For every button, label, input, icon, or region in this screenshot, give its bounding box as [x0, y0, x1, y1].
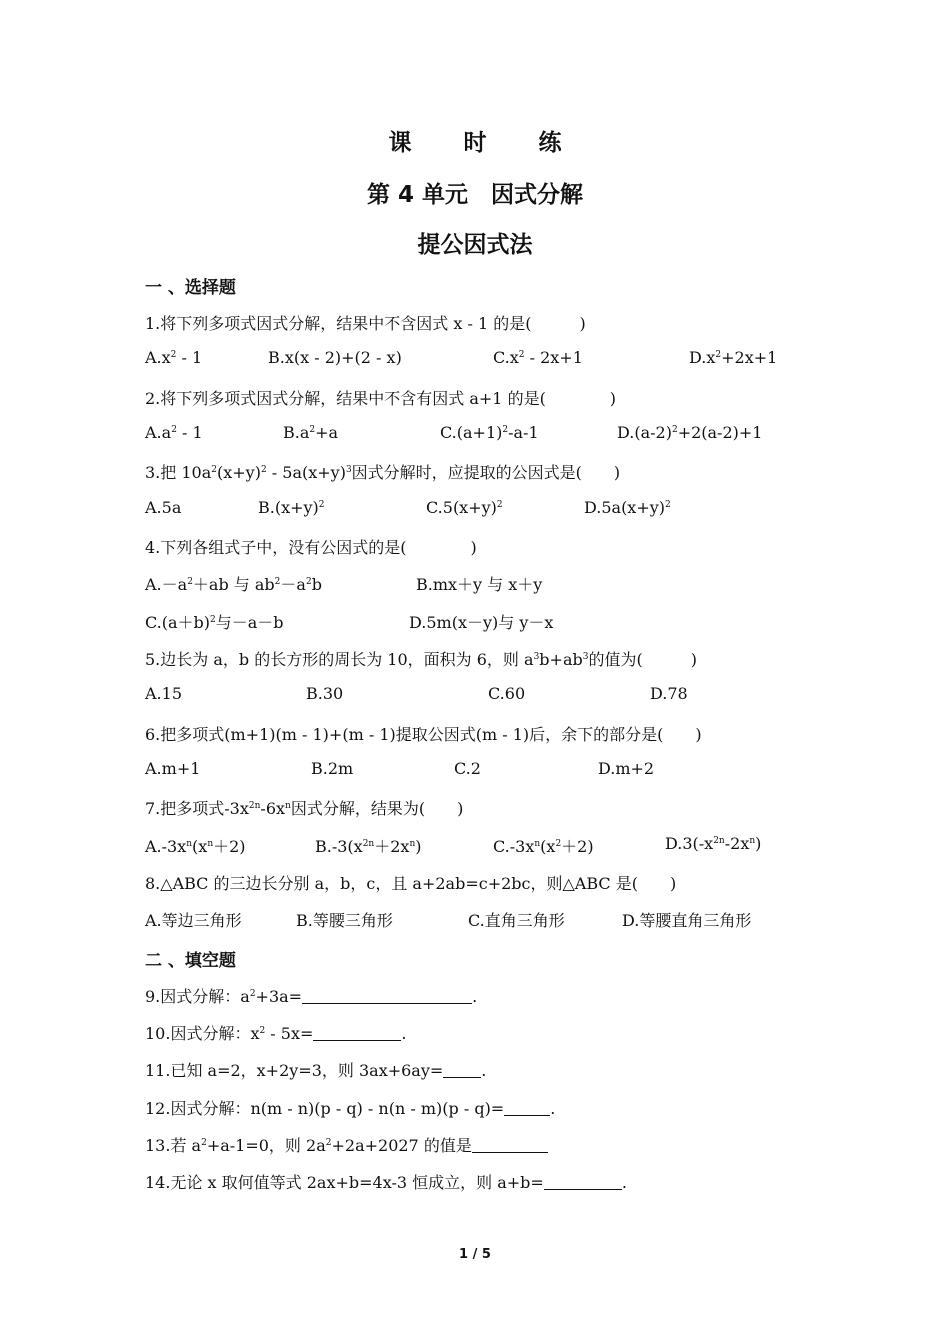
page-number: 1 / 5 — [459, 1247, 491, 1262]
question-12: 12.因式分解：n(m - n)(p - q) - n(n - m)(p - q)= . — [145, 1099, 556, 1118]
question-3-option-b: $B.(x+y)^2$ — [258, 498, 325, 517]
question-1-option-d: $D.x^2+2x+1$ — [689, 348, 778, 367]
question-6-option-a: A.m+1 — [145, 759, 201, 778]
question-8-option-b: B.等腰三角形 — [296, 911, 393, 930]
question-7-option-b: $B.-3(x^{2n}+2x^n)$ — [315, 837, 422, 856]
question-3-option-d: $D.5a(x+y)^2$ — [584, 498, 671, 517]
question-1-stem: 1.将下列多项式因式分解，结果中不含因式 x - 1 的是( ) — [145, 314, 586, 333]
question-6-option-b: B.2m — [311, 759, 354, 778]
question-5-option-b: B.30 — [306, 684, 344, 703]
question-3-option-a: A.5a — [145, 498, 182, 517]
question-5-option-c: C.60 — [488, 684, 526, 703]
question-4-option-a: $A.-a^2+ab$ 与 $ab^2-a^2b$ — [145, 575, 322, 594]
answer-blank-14[interactable] — [544, 1173, 622, 1190]
question-2-option-c: $C.(a+1)^2-a-1$ — [440, 423, 539, 442]
question-1-option-b: B.x(x - 2)+(2 - x) — [268, 348, 402, 367]
question-4-option-d: D.5m(x－y)与 y－x — [409, 613, 554, 632]
question-8-option-c: C.直角三角形 — [468, 911, 565, 930]
section-choice-heading: 一 、选择题 — [145, 278, 236, 298]
question-2-stem: 2.将下列多项式因式分解，结果中不含有因式 a+1 的是( ) — [145, 389, 617, 408]
question-6-stem: 6.把多项式(m+1)(m - 1)+(m - 1)提取公因式(m - 1)后，余下的部分是( ) — [145, 725, 702, 744]
answer-blank-12[interactable] — [504, 1099, 550, 1116]
question-5-option-d: D.78 — [650, 684, 688, 703]
question-1-option-a: $A.x^2 - 1$ — [145, 348, 203, 367]
question-6-option-d: D.m+2 — [598, 759, 655, 778]
unit-title: 第 4 单元 因式分解 — [366, 182, 584, 208]
question-8-option-a: A.等边三角形 — [145, 911, 242, 930]
question-7-option-c: $C.-3x^n(x^2+2)$ — [493, 837, 594, 856]
question-2-option-b: $B.a^2+a$ — [283, 423, 339, 442]
question-7-stem: 7.把多项式$-3x^{2n}-6x^n$因式分解，结果为( ) — [145, 799, 464, 818]
question-3-stem: 3.把 $10a^2(x+y)^2 - 5a(x+y)^3$因式分解时，应提取的公因式是( ) — [145, 463, 621, 482]
question-6-option-c: C.2 — [454, 759, 481, 778]
question-4-option-b: B.mx＋y 与 x＋y — [416, 575, 543, 594]
page-title: 课 时 练 — [388, 130, 584, 156]
question-11: 11.已知 a=2，x+2y=3，则 3ax+6ay= . — [145, 1061, 487, 1080]
question-5-option-a: A.15 — [145, 684, 182, 703]
question-7-option-d: $D.3(-x^{2n}-2x^n)$ — [665, 834, 762, 853]
question-2-option-a: $A.a^2 - 1$ — [145, 423, 203, 442]
question-13: 13.若 $a^2+a-1=0$，则 $2a^2+2a+2027$ 的值是 — [145, 1133, 548, 1156]
question-2-option-d: $D.(a-2)^2+2(a-2)+1$ — [617, 423, 763, 442]
question-8-option-d: D.等腰直角三角形 — [622, 911, 752, 930]
question-5-stem: 5.边长为 a，b 的长方形的周长为 10，面积为 6，则 $a^3b+ab^3$的值为( ) — [145, 650, 697, 669]
section-fill-heading: 二 、填空题 — [145, 951, 236, 971]
answer-blank-13[interactable] — [472, 1136, 548, 1153]
answer-blank-10[interactable] — [313, 1024, 401, 1041]
question-14: 14.无论 x 取何值等式 2ax+b=4x-3 恒成立，则 a+b= . — [145, 1173, 627, 1192]
question-8-stem: 8.△ABC 的三边长分别 a，b，c，且 a+2ab=c+2bc，则△ABC 是( ) — [145, 874, 677, 893]
question-10: 10.因式分解：$x^2 - 5x=$ . — [145, 1024, 407, 1043]
question-7-option-a: $A.-3x^n(x^n+2)$ — [145, 837, 246, 856]
question-4-option-c: $C.(a+b)^2$与－a－b — [145, 613, 284, 632]
lesson-title: 提公因式法 — [417, 232, 533, 258]
question-4-stem: 4.下列各组式子中，没有公因式的是( ) — [145, 538, 477, 557]
answer-blank-11[interactable] — [443, 1061, 481, 1078]
question-9: 9.因式分解：$a^2+3a=$ . — [145, 987, 478, 1006]
question-1-option-c: $C.x^2 - 2x+1$ — [493, 348, 583, 367]
question-3-option-c: $C.5(x+y)^2$ — [426, 498, 503, 517]
answer-blank-9[interactable] — [302, 987, 472, 1004]
